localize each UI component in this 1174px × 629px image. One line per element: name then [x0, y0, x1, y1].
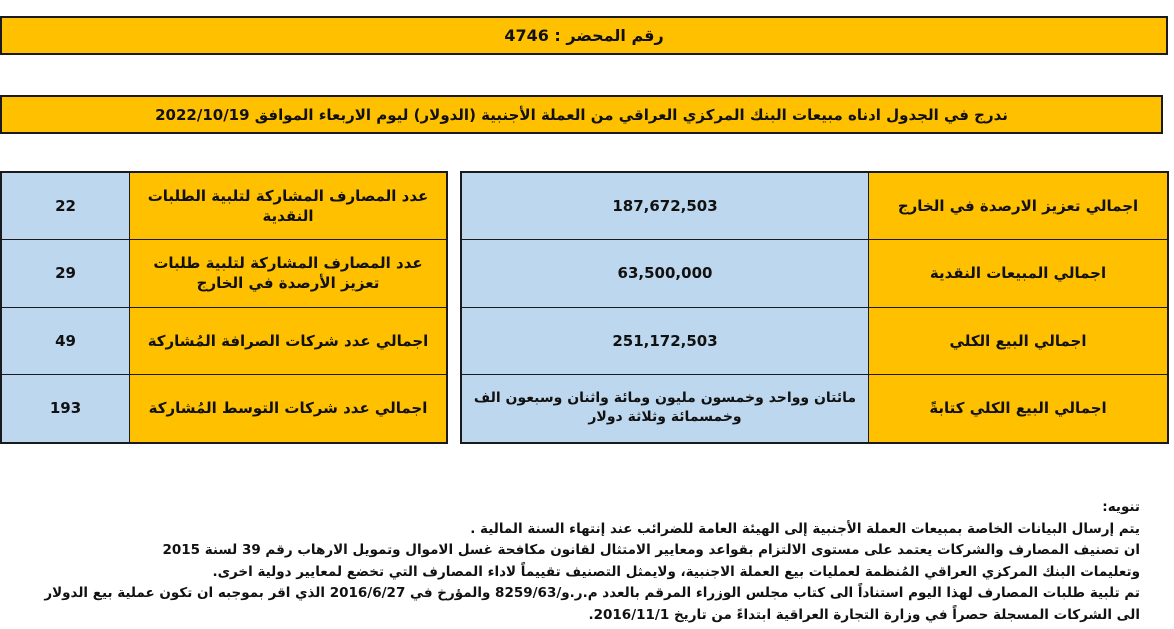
- total-sales-words-value: مائتان وواحد وخمسون مليون ومائة واثنان وسبعون الف وخمسمائة وثلاثة دولار: [462, 375, 869, 442]
- notes-section: [0, 497, 1140, 626]
- total-sales-words-label: اجمالي البيع الكلي كتابةً: [869, 375, 1167, 442]
- exchange-companies-label: اجمالي عدد شركات الصرافة المُشاركة: [130, 308, 446, 375]
- participants-table: [0, 171, 448, 444]
- cash-banks-count: 22: [2, 173, 130, 240]
- note-line: يتم إرسال البيانات الخاصة بمبيعات العملة الأجنبية إلى الهيئة العامة للضرائب عند إنتهاء السنة المالية .: [470, 520, 1140, 537]
- notes-title: تنويه:: [1102, 499, 1140, 515]
- brokerage-companies-count: 193: [2, 375, 130, 442]
- sales-summary-table: [460, 171, 1169, 444]
- cash-sales-value: 63,500,000: [462, 240, 869, 307]
- note-line: الى الشركات المسجلة حصراً في وزارة التجارة العراقية ابتداءً من تاريخ 2016/11/1.: [588, 606, 1140, 623]
- exchange-companies-count: 49: [2, 308, 130, 375]
- total-sales-label: اجمالي البيع الكلي: [869, 308, 1167, 375]
- intro-text: ندرج في الجدول ادناه مبيعات البنك المركزي العراقي من العملة الأجنبية (الدولار) ليوم الاربعاء الموافق 2022/10/19: [155, 105, 1008, 124]
- intro-banner: [0, 95, 1163, 134]
- note-line: تم تلبية طلبات المصارف لهذا اليوم استناداً الى كتاب مجلس الوزراء المرقم بالعدد م.ر.و/8259/63 والمؤرخ في 2016/6/27 الذي اقر بموجبه ان تكون عملية بيع الدولار: [44, 585, 1140, 601]
- brokerage-companies-label: اجمالي عدد شركات التوسط المُشاركة: [130, 375, 446, 442]
- transfer-banks-label: عدد المصارف المشاركة لتلبية طلبات تعزيز الأرصدة في الخارج: [130, 240, 446, 307]
- note-line: ان تصنيف المصارف والشركات يعتمد على مستوى الالتزام بقواعد ومعايير الامتثال لقانون مكافحة غسل الاموال وتمويل الارهاب رقم 39 لسنة 2015: [162, 542, 1140, 558]
- cash-banks-label: عدد المصارف المشاركة لتلبية الطلبات النقدية: [130, 173, 446, 240]
- cash-sales-label: اجمالي المبيعات النقدية: [869, 240, 1167, 307]
- transfer-banks-count: 29: [2, 240, 130, 307]
- total-sales-value: 251,172,503: [462, 308, 869, 375]
- external-balances-label: اجمالي تعزيز الارصدة في الخارج: [869, 173, 1167, 240]
- external-balances-value: 187,672,503: [462, 173, 869, 240]
- report-number-banner: [0, 16, 1168, 55]
- note-line: وتعليمات البنك المركزي العراقي المُنظمة لعمليات بيع العملة الاجنبية، ولايمثل التصنيف تقييماً لاداء المصارف التي تخضع لمعايير دولية اخرى.: [212, 563, 1140, 580]
- report-number-label: رقم المحضر : 4746: [504, 26, 664, 45]
